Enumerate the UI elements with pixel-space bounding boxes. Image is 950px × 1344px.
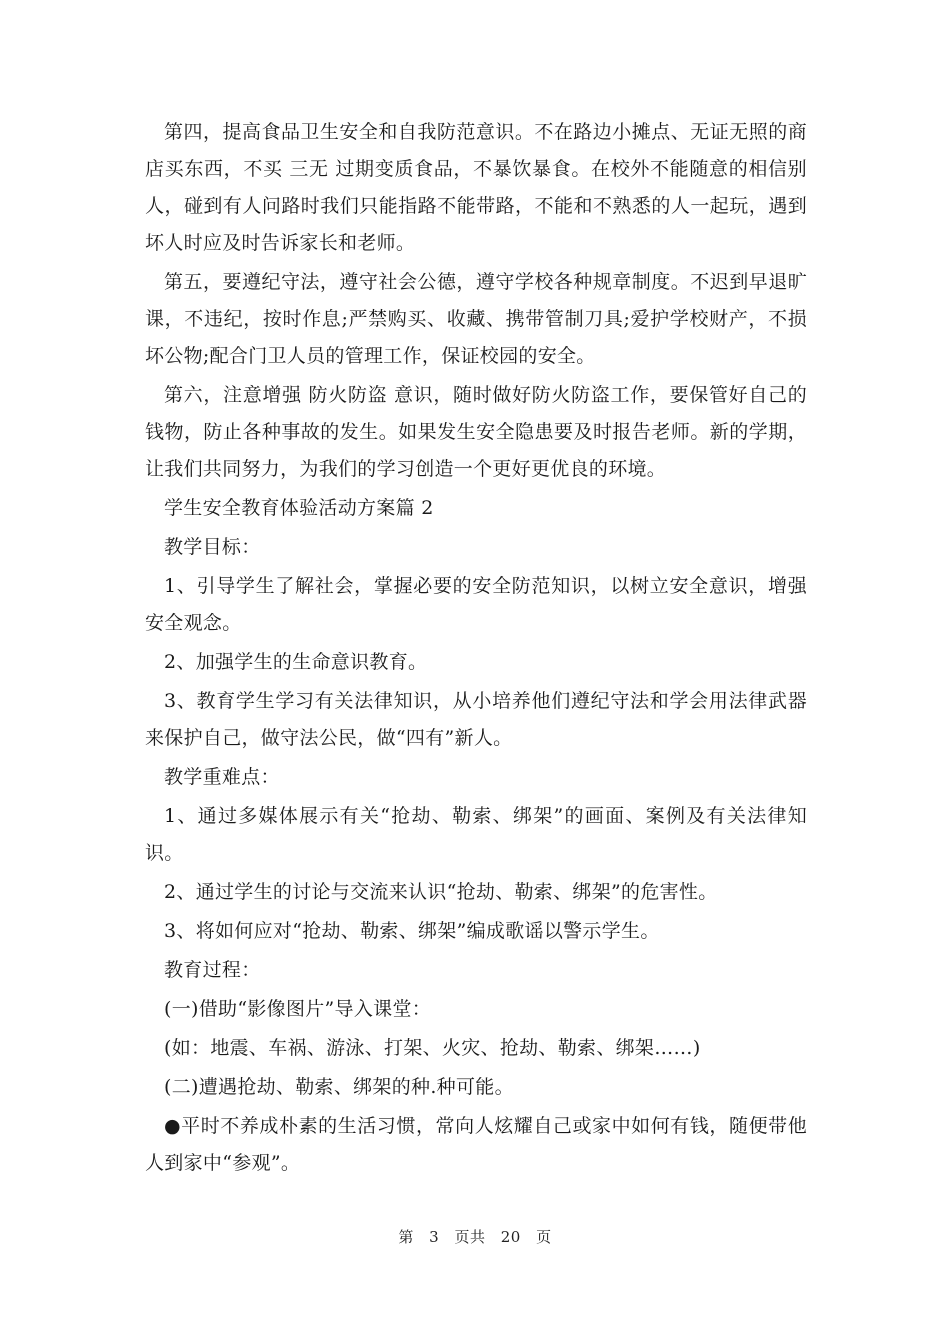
goal-item-3: 3、教育学生学习有关法律知识，从小培养他们遵纪守法和学会用法律武器来保护自己，做守法公民，做“四有”新人。	[145, 690, 807, 749]
section-heading: 学生安全教育体验活动方案篇 2	[164, 497, 434, 519]
bullet-item: ●平时不养成朴素的生活习惯，常向人炫耀自己或家中如何有钱，随便带他人到家中“参观”。	[145, 1115, 807, 1174]
paragraph-sixth-point: 第六，注意增强 防火防盗 意识，随时做好防火防盗工作，要保管好自己的钱物，防止各种事故的发生。如果发生安全隐患要及时报告老师。新的学期，让我们共同努力，为我们的学习创造一个更好更优良的环境。	[145, 384, 807, 480]
paragraph-fourth-point: 第四，提高食品卫生安全和自我防范意识。不在路边小摊点、无证无照的商店买东西，不买 三无 过期变质食品，不暴饮暴食。在校外不能随意的相信别人，碰到有人问路时我们只能指路不能带路，不能和不熟悉的人一起玩，遇到坏人时应及时告诉家长和老师。	[145, 121, 807, 254]
process-step-2: (二)遭遇抢劫、勒索、绑架的种.种可能。	[164, 1076, 514, 1098]
process-step-1: (一)借助“影像图片”导入课堂：	[164, 998, 432, 1020]
key-point-2: 2、通过学生的讨论与交流来认识“抢劫、勒索、绑架”的危害性。	[164, 881, 718, 903]
key-points-heading: 教学重难点：	[164, 766, 280, 788]
paragraph-fifth-point: 第五，要遵纪守法，遵守社会公德，遵守学校各种规章制度。不迟到早退旷课，不违纪，按时作息;严禁购买、收藏、携带管制刀具;爱护学校财产，不损坏公物;配合门卫人员的管理工作，保证校园的安全。	[145, 271, 807, 367]
goal-item-1: 1、引导学生了解社会，掌握必要的安全防范知识，以树立安全意识，增强安全观念。	[145, 575, 807, 634]
document-body	[145, 114, 807, 1184]
process-heading: 教育过程：	[164, 959, 261, 981]
process-step-1-examples: (如：地震、车祸、游泳、打架、火灾、抢劫、勒索、绑架……)	[164, 1037, 701, 1059]
goal-item-2: 2、加强学生的生命意识教育。	[164, 651, 428, 673]
key-point-3: 3、将如何应对“抢劫、勒索、绑架”编成歌谣以警示学生。	[164, 920, 660, 942]
page-footer: 第 3 页共 20 页	[398, 1228, 552, 1246]
teaching-goals-heading: 教学目标：	[164, 536, 261, 558]
key-point-1: 1、通过多媒体展示有关“抢劫、勒索、绑架”的画面、案例及有关法律知识。	[145, 805, 807, 864]
